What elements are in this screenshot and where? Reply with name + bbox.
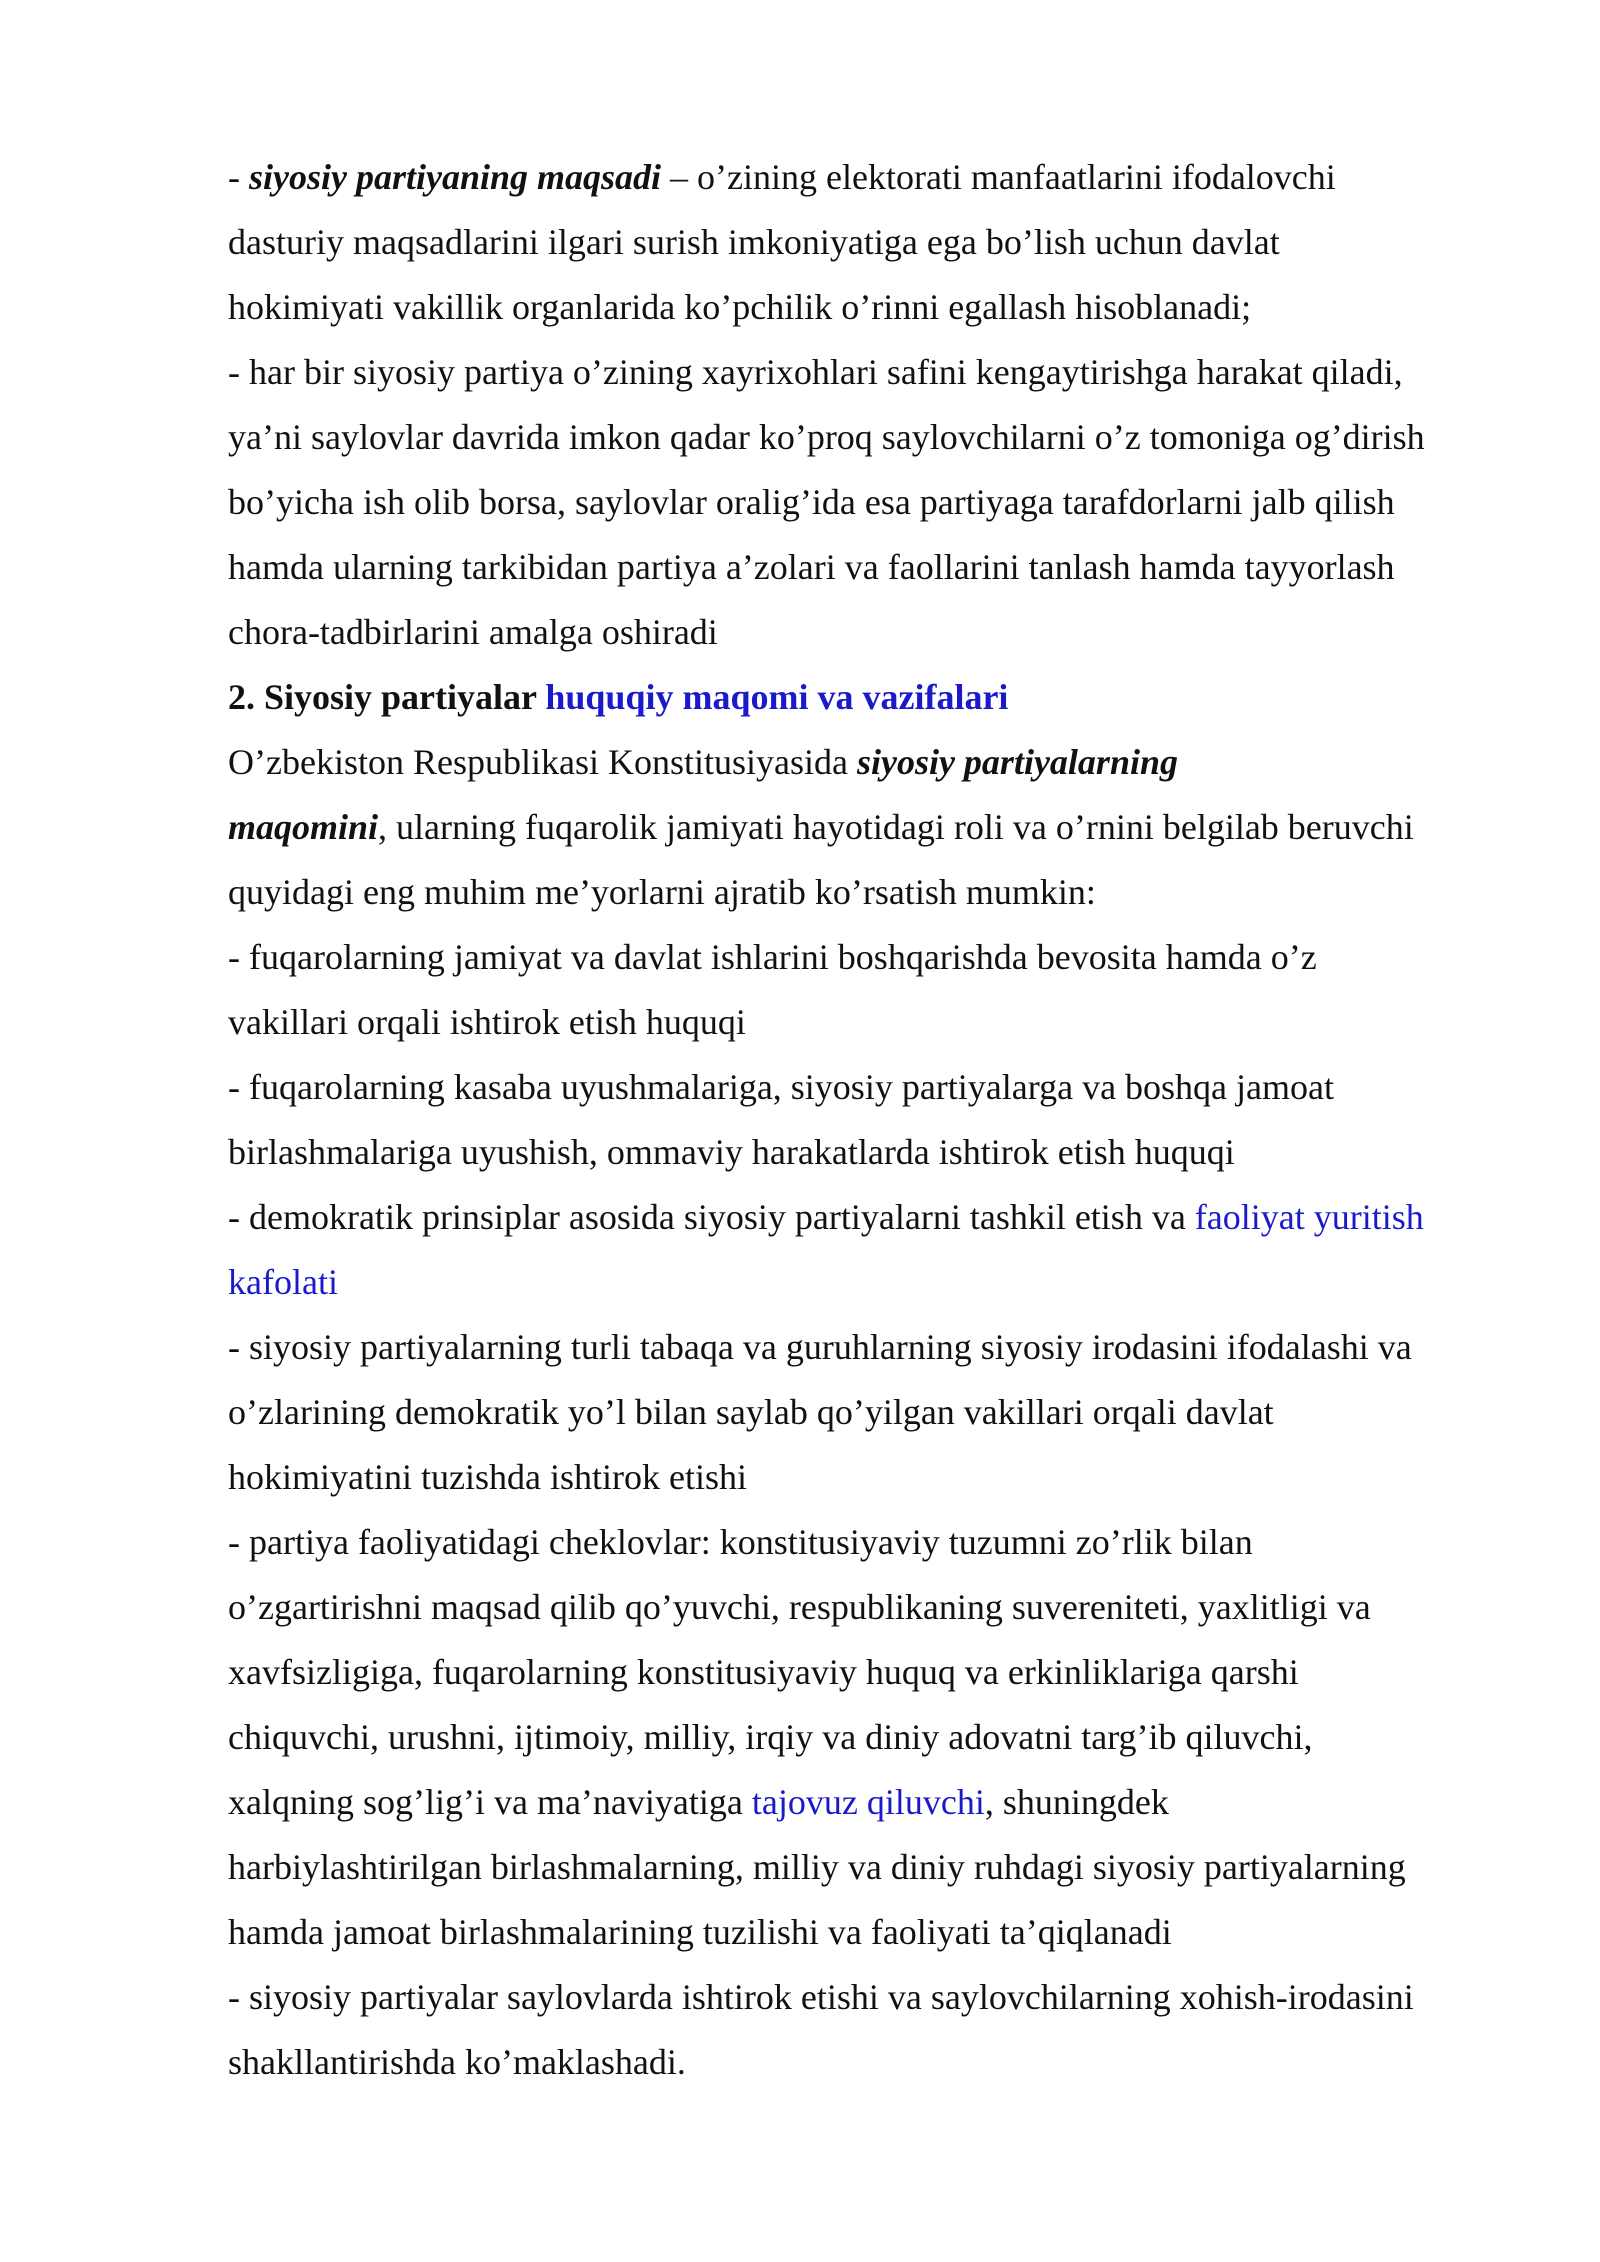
text-line: shakllantirishda ko’maklashadi.: [228, 2042, 686, 2082]
emphasis-term: siyosiy partiyalarning: [856, 742, 1178, 782]
inline-link[interactable]: kafolati: [228, 1262, 338, 1302]
text-line: xavfsizligiga, fuqarolarning konstitusiyaviy huquq va erkinliklariga qarshi: [228, 1652, 1299, 1692]
text-line: [228, 730, 1528, 795]
text-line: chiquvchi, urushni, ijtimoiy, milliy, irqiy va diniy adovatni targ’ib qiluvchi,: [228, 1717, 1313, 1757]
heading-text: 2. Siyosiy partiyalar: [228, 677, 546, 717]
text-line: - siyosiy partiyalarning turli tabaqa va guruhlarning siyosiy irodasini ifodalashi va: [228, 1327, 1412, 1367]
text-line: bo’yicha ish olib borsa, saylovlar oralig’ida esa partiyaga tarafdorlarni jalb qilish: [228, 482, 1395, 522]
text-line: hamda jamoat birlashmalarining tuzilishi va faoliyati ta’qiqlanadi: [228, 1912, 1172, 1952]
text-span: , shuningdek: [984, 1782, 1169, 1822]
text-line: [228, 795, 1528, 860]
section-heading: [228, 665, 1528, 730]
text-line: [228, 1770, 1528, 1835]
text-span: xalqning sog’lig’i va ma’naviyatiga: [228, 1782, 752, 1822]
text-line: vakillari orqali ishtirok etish huquqi: [228, 1002, 746, 1042]
text-line: hokimiyati vakillik organlarida ko’pchilik o’rinni egallash hisoblanadi;: [228, 287, 1252, 327]
text-line: - fuqarolarning jamiyat va davlat ishlarini boshqarishda bevosita hamda o’z: [228, 937, 1317, 977]
text-line: o’zgartirishni maqsad qilib qo’yuvchi, respublikaning suvereniteti, yaxlitligi va: [228, 1587, 1371, 1627]
text-line: - partiya faoliyatidagi cheklovlar: konstitusiyaviy tuzumni zo’rlik bilan: [228, 1522, 1253, 1562]
text-line: hokimiyatini tuzishda ishtirok etishi: [228, 1457, 747, 1497]
text-line: - har bir siyosiy partiya o’zining xayrixohlari safini kengaytirishga harakat qiladi,: [228, 352, 1403, 392]
inline-link[interactable]: tajovuz qiluvchi: [751, 1782, 985, 1822]
text-line: [228, 145, 1528, 210]
text-line: chora-tadbirlarini amalga oshiradi: [228, 612, 718, 652]
text-span: O’zbekiston Respublikasi Konstitusiyasida: [228, 742, 857, 782]
text-line: [228, 1185, 1528, 1250]
text-line: quyidagi eng muhim me’yorlarni ajratib ko’rsatish mumkin:: [228, 872, 1096, 912]
text-span: -: [228, 157, 249, 197]
text-span: , ularning fuqarolik jamiyati hayotidagi roli va o’rnini belgilab beruvchi: [378, 807, 1414, 847]
text-line: hamda ularning tarkibidan partiya a’zolari va faollarini tanlash hamda tayyorlash: [228, 547, 1395, 587]
text-line: dasturiy maqsadlarini ilgari surish imkoniyatiga ega bo’lish uchun davlat: [228, 222, 1280, 262]
document-body: [228, 145, 1528, 2095]
text-line: harbiylashtirilgan birlashmalarning, milliy va diniy ruhdagi siyosiy partiyalarning: [228, 1847, 1406, 1887]
text-span: – o’zining elektorati manfaatlarini ifodalovchi: [661, 157, 1336, 197]
emphasis-term: siyosiy partiyaning maqsadi: [249, 157, 662, 197]
text-line: ya’ni saylovlar davrida imkon qadar ko’proq saylovchilarni o’z tomoniga og’dirish: [228, 417, 1425, 457]
text-line: [228, 1250, 1528, 1315]
text-line: - siyosiy partiyalar saylovlarda ishtirok etishi va saylovchilarning xohish-irodasini: [228, 1977, 1414, 2017]
heading-link[interactable]: huquqiy maqomi va vazifalari: [545, 677, 1009, 717]
inline-link[interactable]: faoliyat yuritish: [1194, 1197, 1424, 1237]
text-line: o’zlarining demokratik yo’l bilan saylab qo’yilgan vakillari orqali davlat: [228, 1392, 1274, 1432]
text-span: - demokratik prinsiplar asosida siyosiy partiyalarni tashkil etish va: [228, 1197, 1195, 1237]
emphasis-term: maqomini: [228, 807, 379, 847]
text-line: birlashmalariga uyushish, ommaviy harakatlarda ishtirok etish huquqi: [228, 1132, 1235, 1172]
text-line: - fuqarolarning kasaba uyushmalariga, siyosiy partiyalarga va boshqa jamoat: [228, 1067, 1334, 1107]
